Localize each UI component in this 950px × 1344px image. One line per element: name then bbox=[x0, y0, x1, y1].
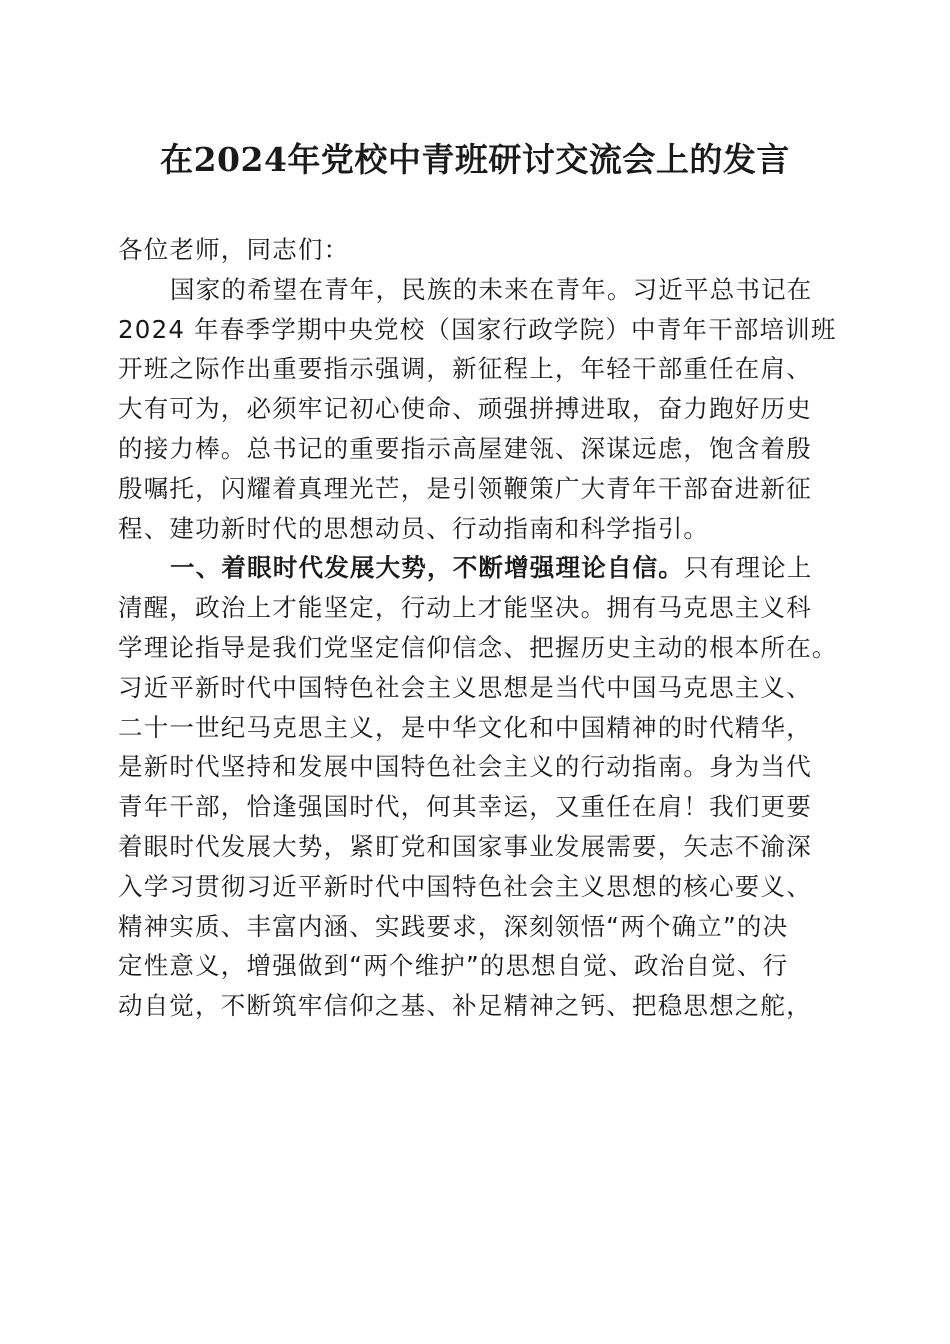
paragraph-line: 学理论指导是我们党坚定信仰信念、把握历史主动的根本所在。 bbox=[118, 632, 838, 662]
document-body bbox=[118, 230, 848, 1026]
paragraph-line: 的接力棒。总书记的重要指示高屋建瓴、深谋远虑，饱含着殷 bbox=[118, 433, 812, 463]
paragraph-1 bbox=[118, 270, 848, 549]
section-heading: 一、着眼时代发展大势，不断增强理论自信。 bbox=[170, 553, 684, 583]
paragraph-line: 国家的希望在青年，民族的未来在青年。习近平总书记在 bbox=[170, 274, 813, 304]
paragraph-2 bbox=[118, 548, 848, 1026]
paragraph-line: 动自觉，不断筑牢信仰之基、补足精神之钙、把稳思想之舵， bbox=[118, 991, 812, 1021]
paragraph-line: 清醒，政治上才能坚定，行动上才能坚决。拥有马克思主义科 bbox=[118, 593, 812, 623]
paragraph-line: 是新时代坚持和发展中国特色社会主义的行动指南。身为当代 bbox=[118, 752, 812, 782]
paragraph-line: 殷嘱托，闪耀着真理光芒，是引领鞭策广大青年干部奋进新征 bbox=[118, 473, 812, 503]
paragraph-line: 入学习贯彻习近平新时代中国特色社会主义思想的核心要义、 bbox=[118, 871, 812, 901]
paragraph-line: 精神实质、丰富内涵、实践要求，深刻领悟“两个确立”的决 bbox=[118, 911, 789, 941]
paragraph-line: 青年干部，恰逢强国时代，何其幸运，又重任在肩！我们更要 bbox=[118, 792, 812, 822]
greeting: 各位老师，同志们： bbox=[118, 235, 350, 264]
paragraph-line: 二十一世纪马克思主义，是中华文化和中国精神的时代精华， bbox=[118, 712, 812, 742]
paragraph-line: 习近平新时代中国特色社会主义思想是当代中国马克思主义、 bbox=[118, 672, 812, 702]
paragraph-line: 开班之际作出重要指示强调，新征程上，年轻干部重任在肩、 bbox=[118, 354, 812, 384]
paragraph-line: 定性意义，增强做到“两个维护”的思想自觉、政治自觉、行 bbox=[118, 951, 789, 981]
paragraph-text: 只有理论上 bbox=[684, 553, 813, 583]
paragraph-line bbox=[118, 548, 848, 588]
paragraph-line: 大有可为，必须牢记初心使命、顽强拼搏进取，奋力跑好历史 bbox=[118, 394, 812, 424]
paragraph-line: 2024 年春季学期中央党校（国家行政学院）中青年干部培训班 bbox=[118, 314, 837, 344]
paragraph-line: 着眼时代发展大势，紧盯党和国家事业发展需要，矢志不渝深 bbox=[118, 831, 812, 861]
document-title: 在2024年党校中青班研讨交流会上的发言 bbox=[160, 140, 790, 179]
paragraph-line: 程、建功新时代的思想动员、行动指南和科学指引。 bbox=[118, 513, 710, 543]
